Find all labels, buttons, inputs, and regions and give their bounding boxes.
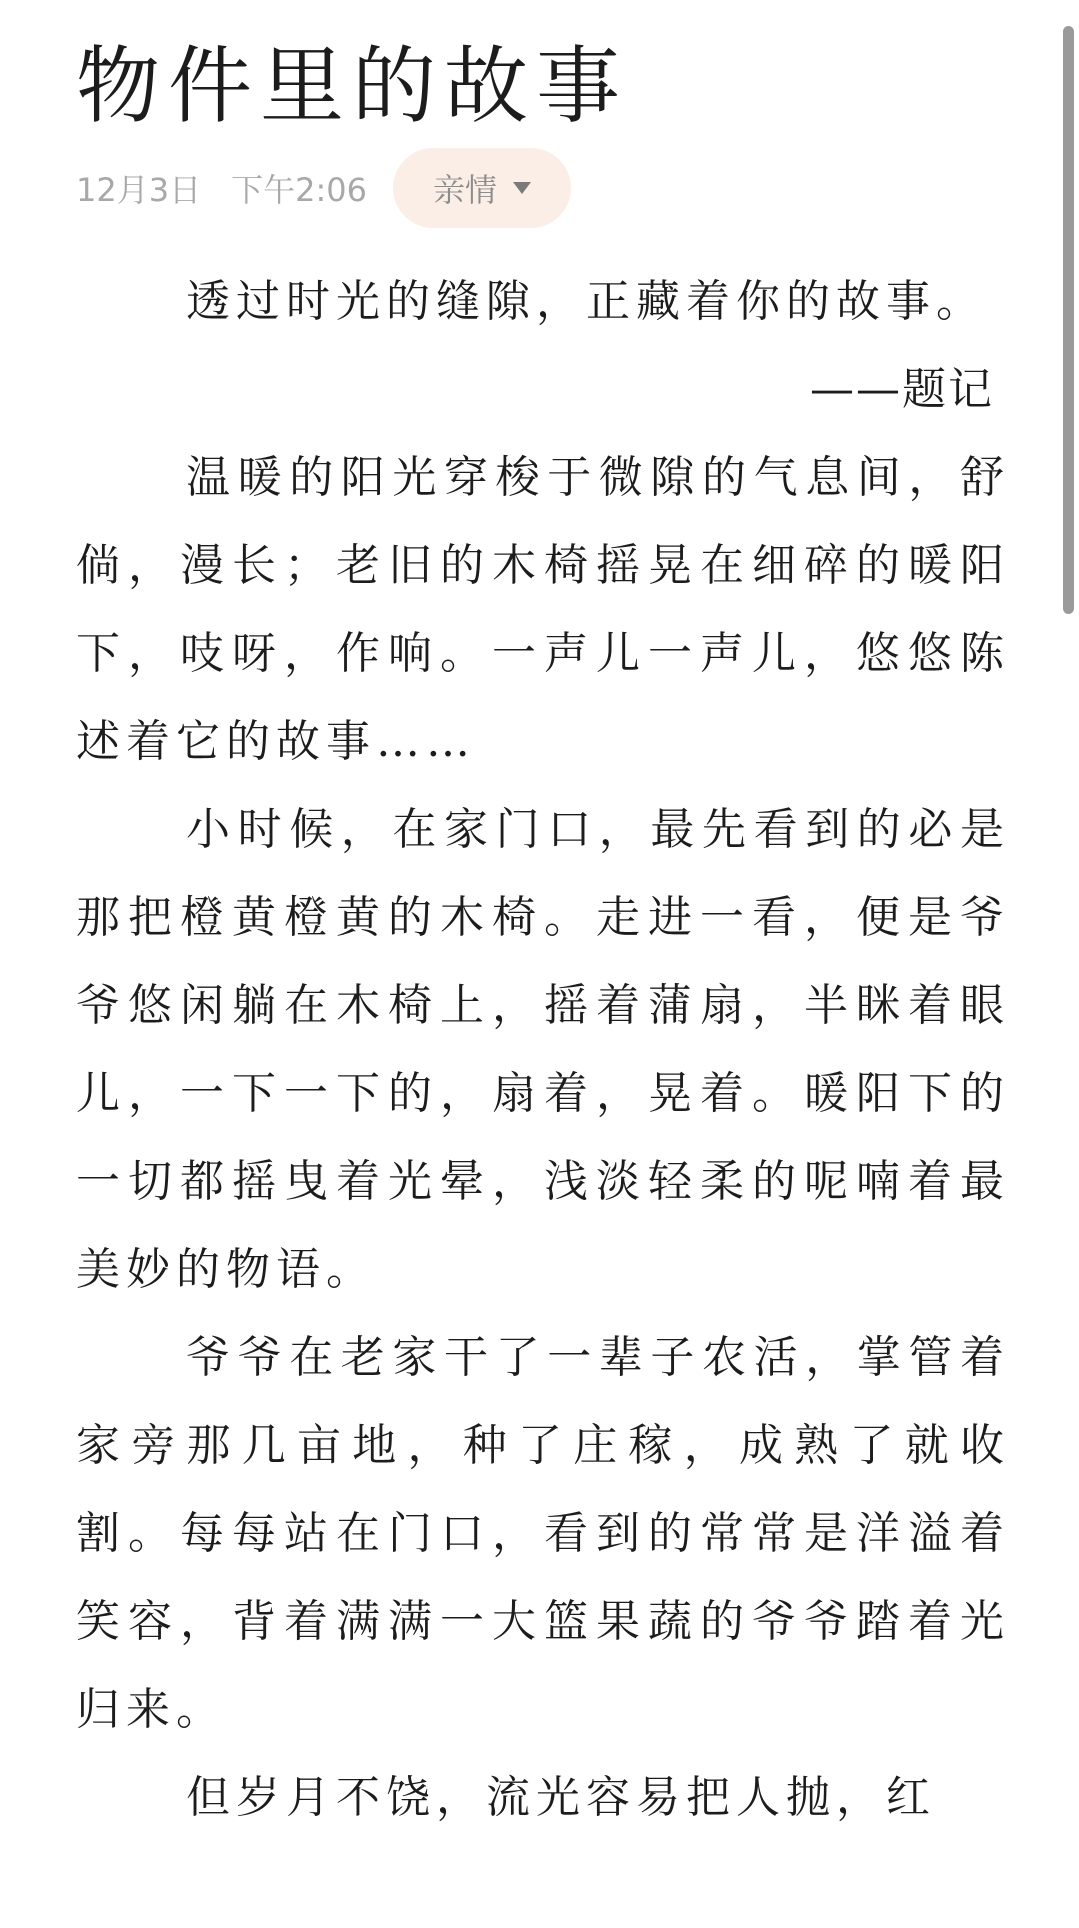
scrollbar[interactable] xyxy=(1057,0,1079,1928)
body-paragraph: 爷爷在老家干了一辈子农活，掌管着家旁那几亩地，种了庄稼，成熟了就收割。每每站在门口，看到的常常是洋溢着笑容，背着满满一大篮果蔬的爷爷踏着光归来。 xyxy=(76,1332,1010,1735)
body-paragraph: 温暖的阳光穿梭于微隙的气息间，舒倘，漫长；老旧的木椅摇晃在细碎的暖阳下，吱呀，作响。一声儿一声儿，悠悠陈述着它的故事…… xyxy=(76,452,1010,767)
note-meta xyxy=(76,148,571,228)
note-date: 12月3日 xyxy=(76,171,202,209)
epigraph-signature: ——题记 xyxy=(810,364,994,415)
epigraph: 透过时光的缝隙，正藏着你的故事。 xyxy=(186,276,986,327)
category-dropdown[interactable] xyxy=(393,148,571,228)
category-label: 亲情 xyxy=(432,171,497,209)
body-paragraph: 小时候，在家门口，最先看到的必是那把橙黄橙黄的木椅。走进一看，便是爷爷悠闲躺在木椅上，摇着蒲扇，半眯着眼儿，一下一下的，扇着，晃着。暖阳下的一切都摇曳着光晕，浅淡轻柔的呢喃着最美妙的物语。 xyxy=(76,804,1010,1295)
scrollbar-thumb[interactable] xyxy=(1063,26,1074,614)
caret-down-icon xyxy=(513,182,531,194)
body-paragraph: 但岁月不饶，流光容易把人抛，红 xyxy=(186,1772,936,1823)
note-body[interactable] xyxy=(76,258,1010,1842)
note-time: 下午2:06 xyxy=(231,171,367,209)
note-title[interactable]: 物件里的故事 xyxy=(76,37,629,135)
